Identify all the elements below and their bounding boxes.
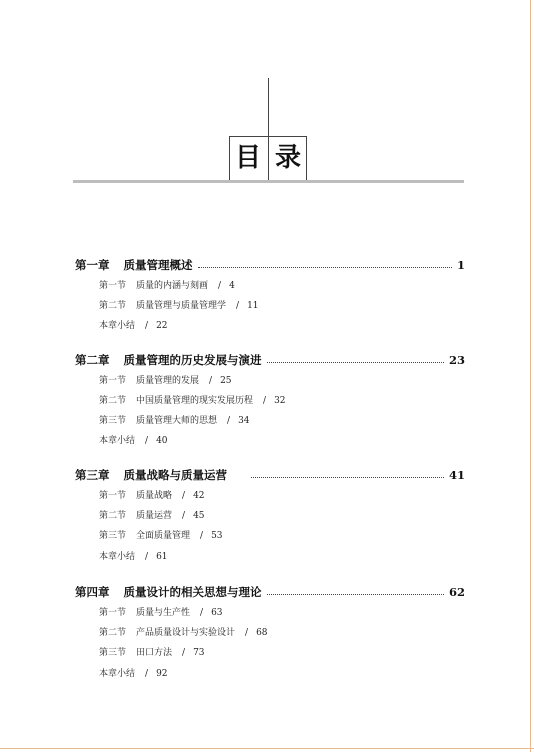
section-number: 第二节 [99,511,127,521]
section-title: 质量战略 [136,491,173,501]
chapter-number: 第二章 [75,353,110,367]
dot-leader [198,267,452,268]
section-number: 本章小结 [99,436,136,446]
toc-chapter-2[interactable] [75,351,465,369]
separator-slash: / [145,321,149,331]
separator-slash: / [200,531,204,541]
title-rule [73,180,464,183]
toc-chapter-1[interactable] [75,256,465,274]
section-title: 产品质量设计与实验设计 [136,628,236,638]
chapter-page: 62 [448,585,465,599]
toc-entry[interactable] [99,529,223,543]
section-number: 第一节 [99,376,127,386]
section-page: 42 [193,491,205,501]
separator-slash: / [145,552,149,562]
toc-entry[interactable] [99,299,259,313]
chapter-title: 质量管理的历史发展与演进 [123,353,262,367]
toc-chapter-3[interactable] [75,466,465,484]
section-title: 质量运营 [136,511,173,521]
section-page: 68 [256,628,268,638]
toc-entry[interactable] [99,394,286,408]
section-title: 质量管理大师的思想 [136,416,218,426]
section-title: 全面质量管理 [136,531,191,541]
section-page: 4 [229,281,235,291]
separator-slash: / [145,669,149,679]
section-page: 34 [238,416,250,426]
chapter-page: 23 [448,353,465,367]
toc-entry[interactable] [99,626,268,640]
toc-entry[interactable] [99,509,205,523]
separator-slash: / [209,376,213,386]
section-title: 中国质量管理的现实发展历程 [136,396,254,406]
section-title: 质量管理与质量管理学 [136,301,227,311]
toc-entry[interactable] [99,279,235,293]
chapter-title: 质量管理概述 [123,258,193,272]
section-number: 第一节 [99,491,127,501]
toc-entry[interactable] [99,550,168,564]
dot-leader [267,362,444,363]
separator-slash: / [263,396,267,406]
separator-slash: / [227,416,231,426]
section-page: 11 [247,301,259,311]
section-page: 63 [211,608,223,618]
section-number: 第二节 [99,301,127,311]
dot-leader [267,594,444,595]
chapter-title: 质量战略与质量运营 [123,468,227,482]
section-number: 第二节 [99,628,127,638]
chapter-page: 41 [448,468,465,482]
section-page: 45 [193,511,205,521]
chapter-number: 第一章 [75,258,110,272]
section-title: 质量的内涵与刻画 [136,281,209,291]
section-number: 第一节 [99,608,127,618]
section-number: 本章小结 [99,552,136,562]
section-page: 53 [211,531,223,541]
section-number: 第二节 [99,396,127,406]
section-number: 第三节 [99,416,127,426]
toc-entry[interactable] [99,606,223,620]
section-page: 73 [193,648,205,658]
chapter-title: 质量设计的相关思想与理论 [123,585,262,599]
section-page: 92 [156,669,168,679]
toc-entry[interactable] [99,319,168,333]
section-number: 第一节 [99,281,127,291]
chapter-page: 1 [456,258,465,272]
toc-chapter-4[interactable] [75,583,465,601]
page-edge-right [530,0,531,752]
toc-entry[interactable] [99,667,168,681]
section-title: 质量管理的发展 [136,376,200,386]
toc-entry[interactable] [99,646,205,660]
section-page: 22 [156,321,168,331]
separator-slash: / [182,511,186,521]
toc-entry[interactable] [99,414,250,428]
section-title: 质量与生产性 [136,608,191,618]
chapter-number: 第四章 [75,585,110,599]
section-number: 第三节 [99,531,127,541]
section-title: 田口方法 [136,648,173,658]
section-page: 61 [156,552,168,562]
section-number: 本章小结 [99,669,136,679]
toc-entry[interactable] [99,489,205,503]
dot-leader [251,477,444,478]
section-page: 40 [156,436,168,446]
toc-entry[interactable] [99,374,232,388]
separator-slash: / [218,281,222,291]
separator-slash: / [182,491,186,501]
section-number: 第三节 [99,648,127,658]
separator-slash: / [200,608,204,618]
separator-slash: / [236,301,240,311]
separator-slash: / [145,436,149,446]
separator-slash: / [245,628,249,638]
page-edge-bottom [0,748,534,749]
section-page: 32 [274,396,286,406]
section-page: 25 [220,376,232,386]
section-number: 本章小结 [99,321,136,331]
page-title-char-2: 录 [275,143,302,173]
toc-entry[interactable] [99,434,168,448]
separator-slash: / [182,648,186,658]
chapter-number: 第三章 [75,468,110,482]
page-title-char-1: 目 [235,143,262,173]
